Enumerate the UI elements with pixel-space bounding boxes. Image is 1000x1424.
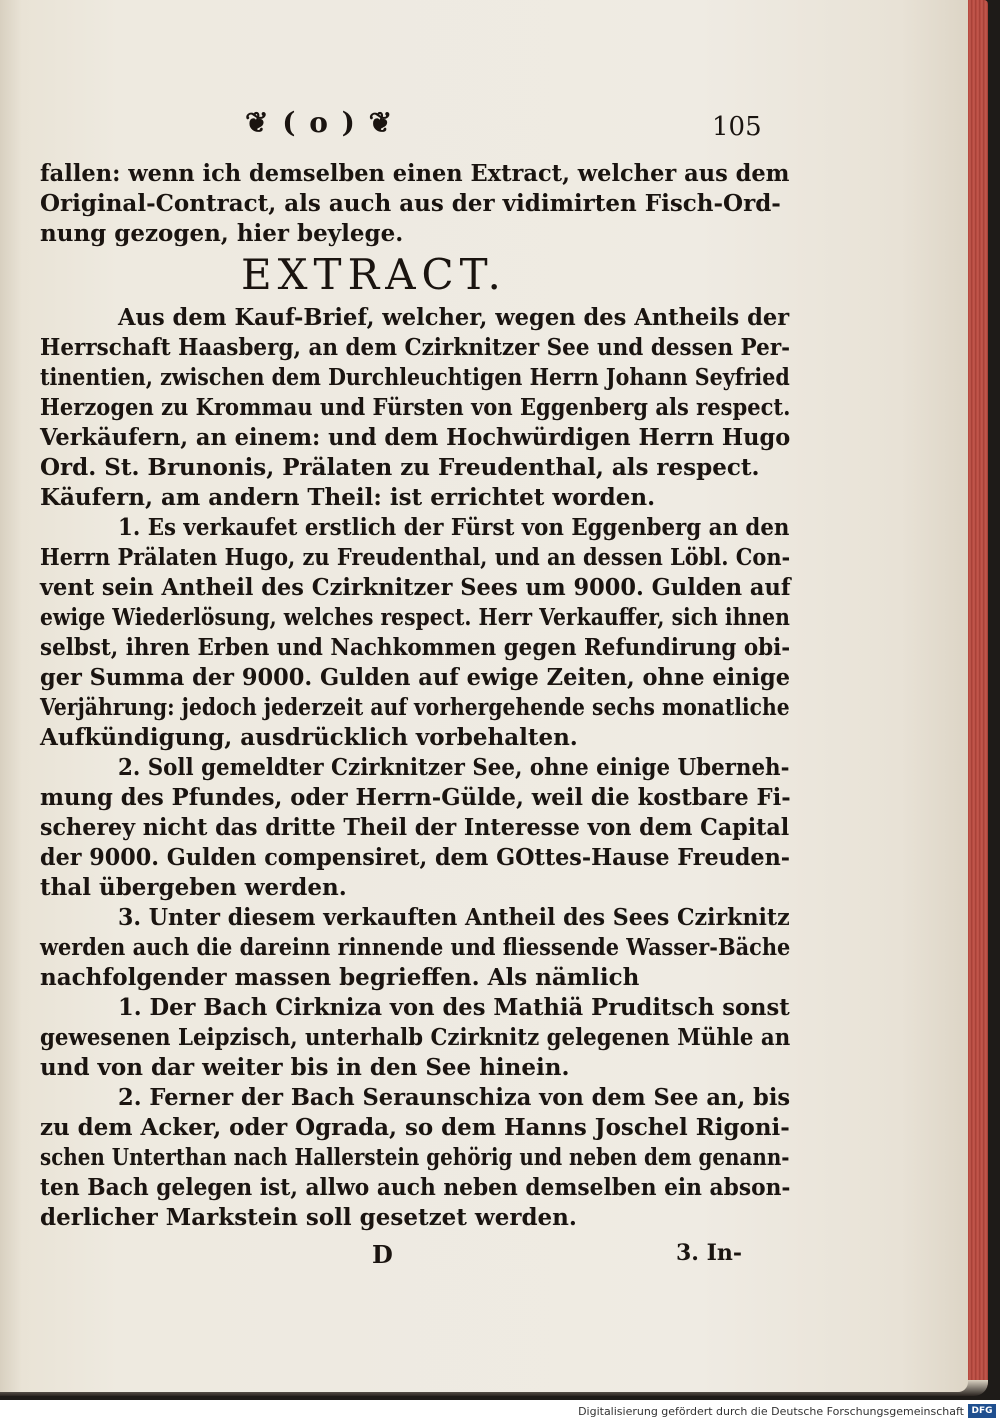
text-line: 1. Der Bach Cirkniza von des Mathiä Pruditsch sonst xyxy=(118,994,790,1021)
text-line: nung gezogen, hier beylege. xyxy=(40,220,404,247)
text-line: 3. Unter diesem verkauften Antheil des Sees Czirknitz xyxy=(118,904,790,931)
text-line: derlicher Markstein soll gesetzet werden. xyxy=(40,1204,577,1231)
page-edge xyxy=(968,0,988,1394)
page-number: 105 xyxy=(712,112,762,142)
text-line: werden auch die dareinn rinnende und fliessende Wasser-Bäche xyxy=(40,934,791,961)
signature-mark: D xyxy=(372,1240,393,1269)
text-line: 2. Soll gemeldter Czirknitzer See, ohne einige Uberneh- xyxy=(118,754,790,781)
text-line: 1. Es verkaufet erstlich der Fürst von Eggenberg an den xyxy=(118,514,790,541)
text-line: scherey nicht das dritte Theil der Interesse von dem Capital xyxy=(40,814,790,841)
text-line: schen Unterthan nach Hallerstein gehörig und neben dem genann- xyxy=(40,1144,790,1171)
header-ornament: ❦ ( o ) ❦ xyxy=(245,106,395,139)
text-line: selbst, ihren Erben und Nachkommen gegen Refundirung obi- xyxy=(40,634,791,661)
dfg-logo: DFG xyxy=(968,1404,996,1418)
text-line: Aus dem Kauf-Brief, welcher, wegen des Antheils der xyxy=(118,304,790,331)
funding-credit: Digitalisierung gefördert durch die Deutsche Forschungsgemeinschaft xyxy=(578,1405,964,1418)
catchword: 3. In- xyxy=(676,1240,743,1266)
text-line: Aufkündigung, ausdrücklich vorbehalten. xyxy=(40,724,578,751)
text-line: thal übergeben werden. xyxy=(40,874,347,901)
text-line: ten Bach gelegen ist, allwo auch neben demselben ein abson- xyxy=(40,1174,791,1201)
text-line: der 9000. Gulden compensiret, dem GOttes-Hause Freuden- xyxy=(40,844,791,871)
text-line: Herrschaft Haasberg, an dem Czirknitzer See und dessen Per- xyxy=(40,334,791,361)
text-line: fallen: wenn ich demselben einen Extract, welcher aus dem xyxy=(40,160,790,187)
text-line: Herrn Prälaten Hugo, zu Freudenthal, und an dessen Löbl. Con- xyxy=(40,544,791,571)
text-line: gewesenen Leipzisch, unterhalb Czirknitz gelegenen Mühle an xyxy=(40,1024,791,1051)
text-line: Käufern, am andern Theil: ist errichtet worden. xyxy=(40,484,656,511)
text-line: Original-Contract, als auch aus der vidimirten Fisch-Ord- xyxy=(40,190,781,217)
text-line: zu dem Acker, oder Ograda, so dem Hanns Joschel Rigoni- xyxy=(40,1114,790,1141)
section-heading: EXTRACT. xyxy=(241,250,507,299)
footer-bar xyxy=(0,1400,1000,1424)
text-line: 2. Ferner der Bach Seraunschiza von dem See an, bis xyxy=(118,1084,791,1111)
text-line: ger Summa der 9000. Gulden auf ewige Zeiten, ohne einige xyxy=(40,664,791,691)
text-line: Verkäufern, an einem: und dem Hochwürdigen Herrn Hugo xyxy=(40,424,791,451)
text-line: vent sein Antheil des Czirknitzer Sees um 9000. Gulden auf xyxy=(40,574,791,601)
text-line: Ord. St. Brunonis, Prälaten zu Freudenthal, als respect. xyxy=(40,454,760,481)
text-line: mung des Pfundes, oder Herrn-Gülde, weil die kostbare Fi- xyxy=(40,784,791,811)
text-line: Verjährung: jedoch jederzeit auf vorhergehende sechs monatliche xyxy=(40,694,790,721)
text-line: tinentien, zwischen dem Durchleuchtigen Herrn Johann Seyfried xyxy=(40,364,790,391)
text-line: und von dar weiter bis in den See hinein. xyxy=(40,1054,570,1081)
text-line: nachfolgender massen begrieffen. Als nämlich xyxy=(40,964,640,991)
text-line: Herzogen zu Krommau und Fürsten von Eggenberg als respect. xyxy=(40,394,791,421)
text-line: ewige Wiederlösung, welches respect. Herr Verkauffer, sich ihnen xyxy=(40,604,790,631)
